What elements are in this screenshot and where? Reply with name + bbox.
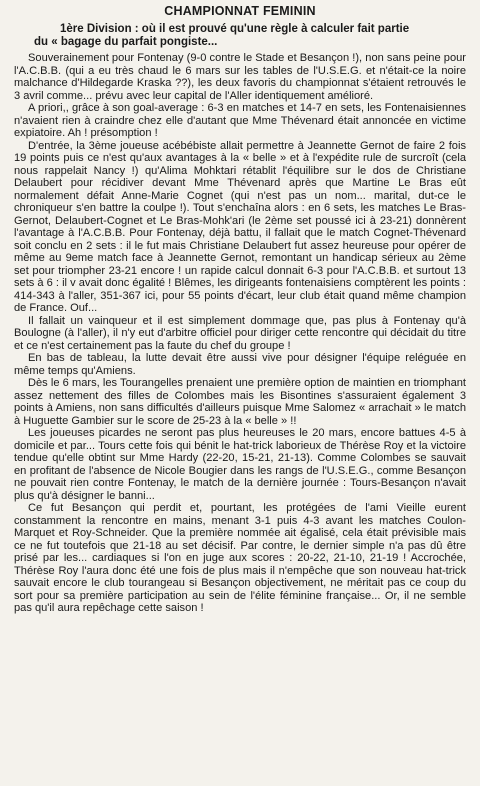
paragraph-6: Dès le 6 mars, les Tourangelles prenaient une première option de maintien en triomphant assez nettement des filles de Colombes mais les Bisontines s'assuraient également 3 points à Amiens, non sans difficultés d'ailleurs puisque Mme Salomez « arrachait » le match à Huguette Gambier sur le score de 25-23 à la « belle » !! xyxy=(14,377,466,427)
paragraph-8: Ce fut Besançon qui perdit et, pourtant, les protégées de l'ami Vieille eurent constamment la rencontre en mains, menant 3-1 puis 4-3 avant les matches Coulon-Marquet et Roy-Schneider. Que la première nommée ait égalisé, cela était prévisible mais ce ne fut toutefois que 21-18 au set décisif. Par contre, le dernier simple n'a pas dû être prisé par les... cardiaques si l'on en juge aux scores : 20-22, 21-10, 21-19 ! Accrochée, Thérèse Roy l'aura donc été une fois de plus mais il n'empêche que son nouveau hat-trick sauvait encore le club tourangeau si Besançon objectivement, ne méritait pas ce coup du sort pour sa première participation au sein de l'élite féminine française... Or, il ne semble pas qu'il aura repêchage cette saison ! xyxy=(14,502,466,614)
paragraph-5: En bas de tableau, la lutte devait être aussi vive pour désigner l'équipe reléguée en même temps qu'Amiens. xyxy=(14,352,466,377)
paragraph-3: D'entrée, la 3ème joueuse acébébiste allait permettre à Jeannette Gernot de faire 2 fois 19 points puis ce n'est qu'aux avantages à la « belle » et à l'expédite rule de surcroît (cela nous rappelait Nancy !) qu'Alima Mohktari rétablit l'équilibre sur le dos de Christiane Delaubert pour récidiver devant Mme Thévenard après que Martine Le Bras eût normalement défait Anne-Marie Cognet (qui n'est pas un nom... marital, dut-ce le chroniqueur s'en battre la coulpe !). Tout s'enchaîna alors : en 6 sets, les matches Le Bras-Gernot, Delaubert-Cognet et Le Bras-Mohk'ari (le 2ème set poussé ici à 23-21) donnèrent l'avantage à l'A.C.B.B. Pour Fontenay, déjà battu, il fallait que le match Cognet-Thévenard soit conclu en 2 sets : il le fut mais Christiane Delaubert fut assez heureuse pour opérer de même au 9eme match face à Jeannette Gernot, remontant un handicap sérieux au 2ème set pour triompher 23-21 encore ! un rapide calcul donnait 6-3 pour l'A.C.B.B. et surtout 13 sets à 6 : il v avait donc égalité ! Blêmes, les dirigeants fontenaisiens comptèrent les points : 414-343 à l'aller, 351-367 ici, pour 55 points d'écart, leur club était quand même champion de France. Ouf... xyxy=(14,139,466,314)
subtitle-line-1: 1ère Division : où il est prouvé qu'une règle à calculer fait partie xyxy=(60,23,410,35)
subtitle-line-2: du « bagage du parfait pongiste... xyxy=(34,36,218,48)
paragraph-7: Les joueuses picardes ne seront pas plus heureuses le 20 mars, encore battues 4-5 à domicile et par... Tours cette fois qui bénit le hat-trick laborieux de Thérèse Roy et la victoire tendue qu'elle obtint sur Mme Hardy (22-20, 15-21, 21-13). Comme Colombes se sauvait en profitant de l'absence de Nicole Bougier dans les rangs de l'U.S.E.G., comme Besançon ne pouvait rien contre Fontenay, le match de la dernière journée : Tours-Besançon n'avait plus qu'à désigner le banni... xyxy=(14,427,466,502)
paragraph-4: Il fallait un vainqueur et il est simplement dommage que, pas plus à Fontenay qu'à Boulogne (à l'aller), il n'y eut d'arbitre officiel pour diriger cette rencontre qui décidait du titre et ce n'est certainement pas la faute du chef du groupe ! xyxy=(14,314,466,352)
paragraph-1: Souverainement pour Fontenay (9-0 contre le Stade et Besançon !), non sans peine pour l'A.C.B.B. (qui a eu très chaud le 6 mars sur les tables de l'U.S.E.G. et n'était-ce la noire malchance d'Hildegarde Kraska ??), les deux favoris du championnat s'étaient retrouvés le 3 avril comme... prévu avec leur capital de l'Aller identiquement amélioré. xyxy=(14,52,466,102)
article-subtitle xyxy=(14,23,466,49)
paragraph-2: A priori,, grâce à son goal-average : 6-3 en matches et 14-7 en sets, les Fontenaisiennes n'avaient rien à craindre chez elle d'autant que Mme Thévenard était annoncée en victime expiatoire. Ah ! présomption ! xyxy=(14,102,466,139)
article-title: CHAMPIONNAT FEMININ xyxy=(164,4,316,18)
